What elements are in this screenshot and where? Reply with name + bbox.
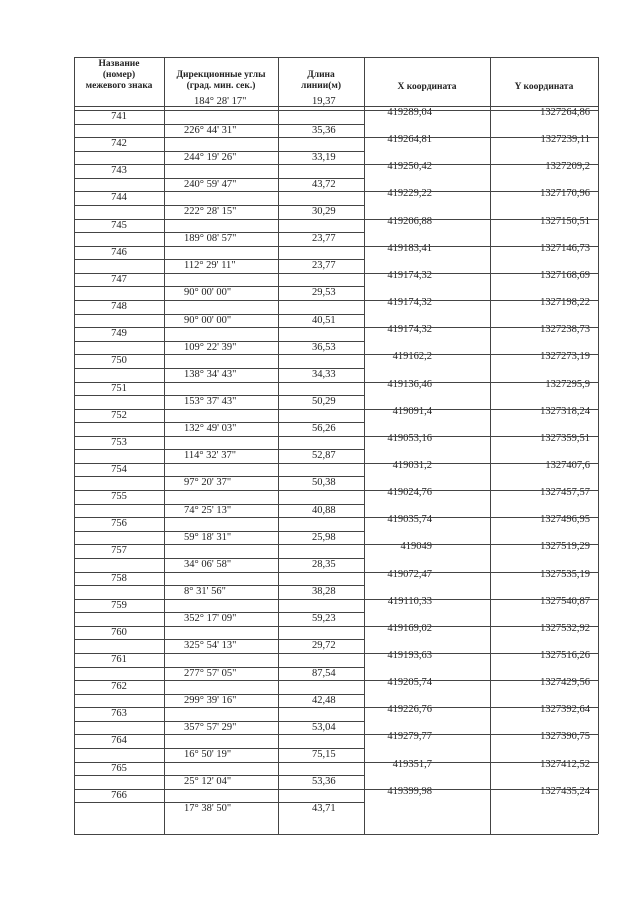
station-y: 1327146,73 bbox=[540, 243, 590, 254]
segment-angle: 112° 29' 11" bbox=[184, 260, 236, 271]
row-line bbox=[74, 137, 598, 138]
segment-line bbox=[74, 748, 364, 749]
row-line bbox=[74, 409, 598, 410]
segment-line bbox=[74, 368, 364, 369]
column-divider-1 bbox=[164, 57, 165, 834]
row-line bbox=[74, 463, 598, 464]
segment-angle: 59° 18' 31" bbox=[184, 532, 232, 543]
station-y: 1327392,64 bbox=[540, 704, 590, 715]
station-y: 1327273,19 bbox=[540, 351, 590, 362]
station-y: 1327407,6 bbox=[545, 460, 590, 471]
station-y: 1327295,9 bbox=[545, 379, 590, 390]
station-name: 762 bbox=[111, 681, 127, 692]
segment-angle: 357° 57' 29" bbox=[184, 722, 237, 733]
row-line bbox=[74, 544, 598, 545]
segment-angle: 34° 06' 58" bbox=[184, 559, 232, 570]
station-x: 419024,76 bbox=[387, 487, 432, 498]
row-line bbox=[74, 707, 598, 708]
row-line bbox=[74, 436, 598, 437]
segment-angle: 352° 17' 09" bbox=[184, 613, 237, 624]
segment-length: 35,36 bbox=[312, 125, 336, 136]
segment-angle: 97° 20' 37" bbox=[184, 477, 232, 488]
station-name: 761 bbox=[111, 654, 127, 665]
row-line bbox=[74, 572, 598, 573]
header-x-text: X координата bbox=[397, 82, 457, 92]
station-name: 747 bbox=[111, 274, 127, 285]
row-line bbox=[74, 734, 598, 735]
header-name-line-2: (номер) bbox=[102, 70, 136, 80]
segment-angle: 114° 32' 37" bbox=[184, 450, 236, 461]
segment-length: 43,72 bbox=[312, 179, 336, 190]
station-name: 741 bbox=[111, 111, 127, 122]
segment-line bbox=[74, 721, 364, 722]
row-line bbox=[74, 110, 598, 111]
row-line bbox=[74, 517, 598, 518]
station-y: 1327359,51 bbox=[540, 433, 590, 444]
row-line bbox=[74, 680, 598, 681]
segment-length: 36,53 bbox=[312, 342, 336, 353]
station-y: 1327532,92 bbox=[540, 623, 590, 634]
header-name-line-3: межевого знака bbox=[85, 81, 153, 91]
row-line bbox=[74, 191, 598, 192]
station-y: 1327540,87 bbox=[540, 596, 590, 607]
station-y: 1327412,52 bbox=[540, 759, 590, 770]
segment-line bbox=[74, 612, 364, 613]
station-y: 1327239,11 bbox=[540, 134, 590, 145]
station-x: 419226,76 bbox=[387, 704, 432, 715]
station-x: 419250,42 bbox=[387, 161, 432, 172]
station-name: 760 bbox=[111, 627, 127, 638]
station-name: 742 bbox=[111, 138, 127, 149]
station-name: 764 bbox=[111, 735, 127, 746]
segment-angle: 226° 44' 31" bbox=[184, 125, 237, 136]
header-x bbox=[364, 82, 490, 93]
segment-angle: 240° 59' 47" bbox=[184, 179, 237, 190]
station-y: 1327150,51 bbox=[540, 216, 590, 227]
segment-length: 28,35 bbox=[312, 559, 336, 570]
station-name: 745 bbox=[111, 220, 127, 231]
segment-angle: 16° 50' 19" bbox=[184, 749, 232, 760]
table-top-border bbox=[74, 57, 598, 58]
segment-length: 87,54 bbox=[312, 668, 336, 679]
segment-length: 29,72 bbox=[312, 640, 336, 651]
segment-length: 40,88 bbox=[312, 505, 336, 516]
segment-length: 38,28 bbox=[312, 586, 336, 597]
segment-line bbox=[74, 667, 364, 668]
table-bottom-border bbox=[74, 834, 598, 835]
station-y: 1327516,26 bbox=[540, 650, 590, 661]
row-line bbox=[74, 382, 598, 383]
row-line bbox=[74, 354, 598, 355]
station-x: 419193,63 bbox=[387, 650, 432, 661]
station-x: 419174,32 bbox=[387, 270, 432, 281]
station-y: 1327435,24 bbox=[540, 786, 590, 797]
segment-angle: 222° 28' 15" bbox=[184, 206, 237, 217]
column-divider-5 bbox=[598, 57, 599, 834]
header-angle bbox=[164, 70, 278, 92]
station-x: 419035,74 bbox=[387, 514, 432, 525]
station-name: 749 bbox=[111, 328, 127, 339]
station-name: 757 bbox=[111, 545, 127, 556]
segment-length: 50,38 bbox=[312, 477, 336, 488]
segment-length: 43,71 bbox=[312, 803, 336, 814]
header-angle-line-2: (град. мин. сек.) bbox=[186, 81, 256, 91]
segment-length: 42,48 bbox=[312, 695, 336, 706]
segment-line bbox=[74, 585, 364, 586]
segment-line bbox=[74, 314, 364, 315]
segment-line bbox=[74, 802, 364, 803]
station-name: 743 bbox=[111, 165, 127, 176]
station-x: 419072,47 bbox=[387, 569, 432, 580]
segment-length: 25,98 bbox=[312, 532, 336, 543]
segment-line bbox=[74, 341, 364, 342]
row-line bbox=[74, 327, 598, 328]
station-y: 1327264,86 bbox=[540, 107, 590, 118]
station-x: 419264,81 bbox=[387, 134, 432, 145]
segment-length: 56,26 bbox=[312, 423, 336, 434]
station-name: 766 bbox=[111, 790, 127, 801]
station-y: 1327168,69 bbox=[540, 270, 590, 281]
station-x: 419206,88 bbox=[387, 216, 432, 227]
station-x: 419049 bbox=[400, 541, 432, 552]
segment-angle: 153° 37' 43" bbox=[184, 396, 237, 407]
station-x: 419399,98 bbox=[387, 786, 432, 797]
station-x: 419174,32 bbox=[387, 297, 432, 308]
segment-line bbox=[74, 694, 364, 695]
station-x: 419110,33 bbox=[387, 596, 432, 607]
header-name bbox=[74, 59, 164, 92]
station-x: 419169,02 bbox=[387, 623, 432, 634]
header-length-line-2: линии(м) bbox=[300, 81, 342, 91]
station-name: 751 bbox=[111, 383, 127, 394]
segment-line bbox=[74, 531, 364, 532]
station-x: 419136,46 bbox=[387, 379, 432, 390]
station-y: 1327318,24 bbox=[540, 406, 590, 417]
station-x: 419289,04 bbox=[387, 107, 432, 118]
station-name: 755 bbox=[111, 491, 127, 502]
segment-angle: 17° 38' 50" bbox=[184, 803, 232, 814]
station-y: 1327390,75 bbox=[540, 731, 590, 742]
row-line bbox=[74, 653, 598, 654]
segment-line bbox=[74, 259, 364, 260]
segment-line bbox=[74, 558, 364, 559]
segment-line bbox=[74, 449, 364, 450]
segment-length: 34,33 bbox=[312, 369, 336, 380]
segment-angle: 325° 54' 13" bbox=[184, 640, 237, 651]
station-x: 419205,74 bbox=[387, 677, 432, 688]
station-y: 1327535,19 bbox=[540, 569, 590, 580]
segment-length: 59,23 bbox=[312, 613, 336, 624]
station-y: 1327209,2 bbox=[545, 161, 590, 172]
station-y: 1327457,57 bbox=[540, 487, 590, 498]
segment-line bbox=[74, 205, 364, 206]
station-name: 756 bbox=[111, 518, 127, 529]
row-line bbox=[74, 599, 598, 600]
station-y: 1327170,96 bbox=[540, 188, 590, 199]
segment-line bbox=[74, 124, 364, 125]
row-line bbox=[74, 300, 598, 301]
station-x: 419183,41 bbox=[387, 243, 432, 254]
header-name-line-1: Название bbox=[98, 59, 140, 69]
segment-length: 23,77 bbox=[312, 260, 336, 271]
segment-length: 53,36 bbox=[312, 776, 336, 787]
station-x: 419053,16 bbox=[387, 433, 432, 444]
column-divider-2 bbox=[278, 57, 279, 834]
segment-angle: 74° 25' 13" bbox=[184, 505, 232, 516]
segment-angle: 8° 31' 56" bbox=[184, 586, 226, 597]
segment-angle: 299° 39' 16" bbox=[184, 695, 237, 706]
header-bottom-border bbox=[74, 106, 598, 107]
segment-line bbox=[74, 286, 364, 287]
segment-line bbox=[74, 775, 364, 776]
segment-line bbox=[74, 178, 364, 179]
segment-length: 33,19 bbox=[312, 152, 336, 163]
row-line bbox=[74, 762, 598, 763]
header-length-line-1: Длина bbox=[307, 70, 335, 80]
station-x: 419174,32 bbox=[387, 324, 432, 335]
station-y: 1327198,22 bbox=[540, 297, 590, 308]
station-name: 752 bbox=[111, 410, 127, 421]
station-x: 419162,2 bbox=[392, 351, 432, 362]
header-length bbox=[278, 70, 364, 92]
segment-angle: 90° 00' 00" bbox=[184, 287, 232, 298]
station-name: 759 bbox=[111, 600, 127, 611]
segment-length: 29,53 bbox=[312, 287, 336, 298]
column-divider-3 bbox=[364, 57, 365, 834]
station-x: 419351,7 bbox=[392, 759, 432, 770]
segment-angle: 109° 22' 39" bbox=[184, 342, 237, 353]
station-x: 419229,22 bbox=[387, 188, 432, 199]
row-line bbox=[74, 626, 598, 627]
header-y bbox=[490, 82, 598, 93]
station-y: 1327496,95 bbox=[540, 514, 590, 525]
segment-length: 50,29 bbox=[312, 396, 336, 407]
segment-angle: 90° 00' 00" bbox=[184, 315, 232, 326]
station-x: 419279,77 bbox=[387, 731, 432, 742]
row-line bbox=[74, 490, 598, 491]
row-line bbox=[74, 273, 598, 274]
station-name: 758 bbox=[111, 573, 127, 584]
station-name: 750 bbox=[111, 355, 127, 366]
station-name: 754 bbox=[111, 464, 127, 475]
column-divider-4 bbox=[490, 57, 491, 834]
station-name: 744 bbox=[111, 192, 127, 203]
segment-angle: 25° 12' 04" bbox=[184, 776, 232, 787]
row-line bbox=[74, 789, 598, 790]
header-angle-line-1: Дирекционные углы bbox=[176, 70, 266, 80]
segment-length: 53,04 bbox=[312, 722, 336, 733]
segment-length: 23,77 bbox=[312, 233, 336, 244]
segment-angle: 132° 49' 03" bbox=[184, 423, 237, 434]
segment-line bbox=[74, 151, 364, 152]
segment-line bbox=[74, 476, 364, 477]
first-segment-length: 19,37 bbox=[312, 96, 336, 107]
station-name: 765 bbox=[111, 763, 127, 774]
segment-line bbox=[74, 395, 364, 396]
segment-line bbox=[74, 639, 364, 640]
segment-angle: 189° 08' 57" bbox=[184, 233, 237, 244]
header-y-text: Y координата bbox=[514, 82, 574, 92]
segment-length: 75,15 bbox=[312, 749, 336, 760]
segment-length: 52,87 bbox=[312, 450, 336, 461]
row-line bbox=[74, 246, 598, 247]
station-name: 746 bbox=[111, 247, 127, 258]
segment-length: 30,29 bbox=[312, 206, 336, 217]
station-name: 753 bbox=[111, 437, 127, 448]
segment-length: 40,51 bbox=[312, 315, 336, 326]
segment-line bbox=[74, 422, 364, 423]
segment-angle: 277° 57' 05" bbox=[184, 668, 237, 679]
station-name: 763 bbox=[111, 708, 127, 719]
segment-line bbox=[74, 232, 364, 233]
station-y: 1327429,56 bbox=[540, 677, 590, 688]
station-y: 1327519,29 bbox=[540, 541, 590, 552]
station-x: 419091,4 bbox=[392, 406, 432, 417]
station-y: 1327238,73 bbox=[540, 324, 590, 335]
row-line bbox=[74, 219, 598, 220]
segment-line bbox=[74, 504, 364, 505]
station-name: 748 bbox=[111, 301, 127, 312]
column-divider-0 bbox=[74, 57, 75, 834]
segment-angle: 138° 34' 43" bbox=[184, 369, 237, 380]
segment-angle: 244° 19' 26" bbox=[184, 152, 237, 163]
row-line bbox=[74, 164, 598, 165]
first-segment-angle: 184° 28' 17" bbox=[194, 96, 247, 107]
station-x: 419031,2 bbox=[392, 460, 432, 471]
